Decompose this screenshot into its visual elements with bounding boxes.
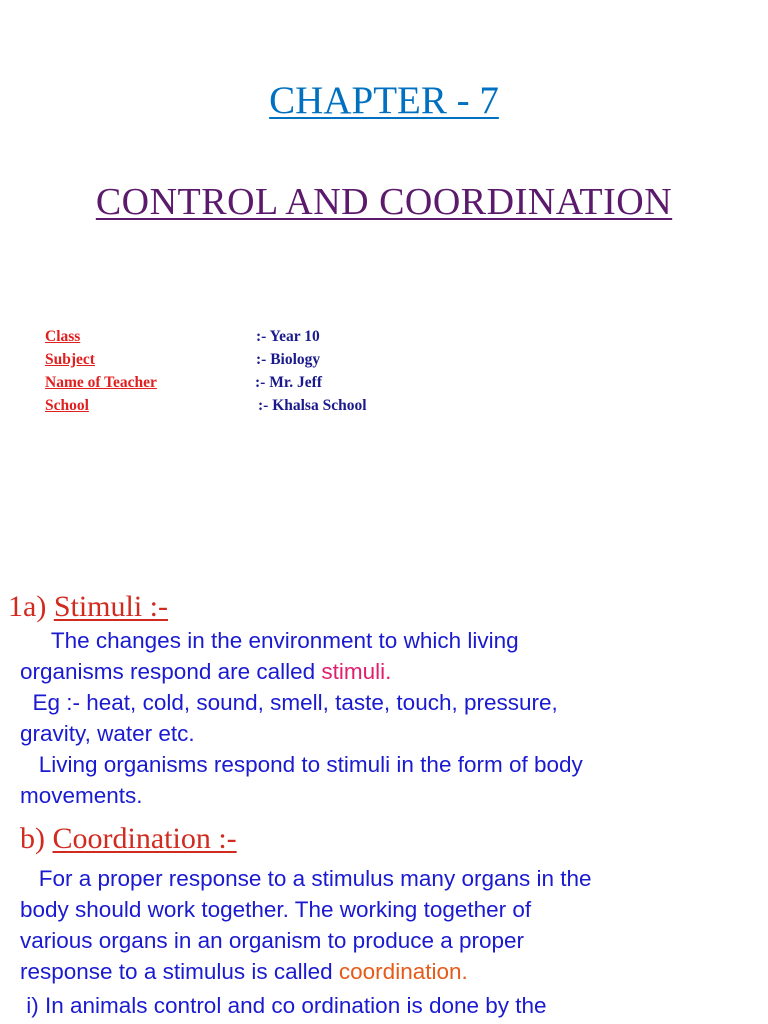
- heading-coordination-text: Coordination :-: [52, 822, 237, 855]
- stimuli-line-3: Eg :- heat, cold, sound, smell, taste, touch, pressure,: [20, 690, 558, 715]
- info-label-school: School: [45, 397, 89, 414]
- stimuli-line-6: movements.: [20, 783, 143, 808]
- main-title: CONTROL AND COORDINATION: [95, 181, 673, 223]
- info-value-subject: :- Biology: [256, 351, 321, 368]
- coordination-line-2: body should work together. The working together of: [20, 897, 532, 922]
- coordination-line-3: various organs in an organism to produce a proper: [20, 928, 525, 953]
- chapter-title: CHAPTER - 7: [269, 79, 499, 122]
- info-label-class: Class: [45, 328, 81, 345]
- stimuli-line-2-text: organisms respond are called: [20, 659, 322, 684]
- term-stimuli: stimuli.: [321, 659, 392, 684]
- stimuli-line-1: The changes in the environment to which living: [20, 628, 519, 653]
- info-value-class: :- Year 10: [256, 328, 320, 345]
- info-value-school: :- Khalsa School: [258, 397, 367, 414]
- term-coordination: coordination.: [338, 959, 468, 984]
- stimuli-line-2: [20, 656, 391, 687]
- info-value-teacher: :- Mr. Jeff: [255, 374, 322, 391]
- coordination-line-4: [20, 956, 468, 987]
- coordination-line-1: For a proper response to a stimulus many organs in the: [20, 866, 592, 891]
- heading-coordination: [20, 822, 237, 856]
- coordination-line-4-text: response to a stimulus is called: [20, 959, 339, 984]
- info-label-teacher: Name of Teacher: [45, 374, 157, 391]
- info-label-subject: Subject: [45, 351, 95, 368]
- heading-coordination-prefix: b): [20, 822, 53, 855]
- heading-stimuli: [8, 590, 168, 624]
- heading-stimuli-prefix: 1a): [8, 590, 54, 623]
- stimuli-line-5: Living organisms respond to stimuli in the form of body: [20, 752, 583, 777]
- stimuli-line-4: gravity, water etc.: [20, 721, 195, 746]
- heading-stimuli-text: Stimuli :-: [53, 590, 168, 623]
- coordination-line-5: i) In animals control and co ordination is done by the: [20, 993, 547, 1018]
